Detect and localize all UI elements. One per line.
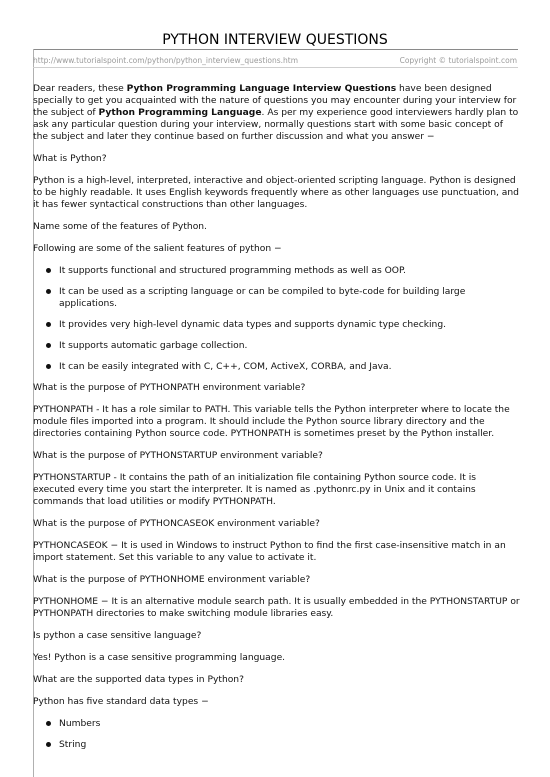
list-item-text: Numbers [59,719,101,729]
list-item [59,739,520,751]
answer: PYTHONPATH - It has a role similar to PATH. This variable tells the Python interpreter where to locate the module files imported into a program. It should include the Python source library directory and the directories containing Python source code. PYTHONPATH is sometimes preset by the Python installer. [33,405,510,439]
copyright-notice: Copyright © tutorialspoint.com [399,56,517,65]
list-item [59,361,520,373]
document-body [33,83,520,760]
intro-text-1: Dear readers, these [33,84,127,94]
list-item-text: It provides very high-level dynamic data types and supports dynamic type checking. [59,320,447,330]
list-item [59,718,520,730]
source-url: http://www.tutorialspoint.com/python/python_interview_questions.htm [33,56,299,65]
bullet-icon [46,268,51,273]
answer: Yes! Python is a case sensitive programming language. [33,653,286,663]
intro-paragraph [33,83,520,143]
header-divider [33,67,518,68]
answer: PYTHONSTARTUP - It contains the path of an initialization file containing Python source code. It is executed every time you start the interpreter. It is named as .pythonrc.py in Unix and it contains commands that load utilities or modify PYTHONPATH. [33,473,477,507]
list-item [59,319,520,331]
question: What is the purpose of PYTHONSTARTUP environment variable? [33,451,323,461]
features-list [33,265,520,373]
answer: PYTHONCASEOK − It is used in Windows to instruct Python to find the first case-insensitive match in an import statement. Set this variable to any value to activate it. [33,541,506,563]
question: Name some of the features of Python. [33,222,207,232]
list-item-text: It can be used as a scripting language or can be compiled to byte-code for building large applications. [59,287,466,309]
intro-text-3: . As per my experience good interviewers hardly plan to ask any particular question during your interview, normally questions start with some basic concept of the subject and later they continue based on further discussion and what you answer − [33,108,519,142]
list-item [59,340,520,352]
title-divider [33,49,518,50]
answer: Python has five standard data types − [33,697,209,707]
bullet-icon [46,721,51,726]
answer: PYTHONHOME − It is an alternative module search path. It is usually embedded in the PYTHONSTARTUP or PYTHONPATH directories to make switching module libraries easy. [33,597,520,619]
list-item [59,265,520,277]
intro-bold-2: Python Programming Language [98,108,262,118]
intro-text-2: have been designed specially to get you acquainted with the nature of questions you may encounter during your interview for the subject of [33,84,517,118]
answer: Python is a high-level, interpreted, interactive and object-oriented scripting language. Python is designed to be highly readable. It uses English keywords frequently where as other languages use punctuation, and it has fewer syntactical constructions than other languages. [33,176,519,210]
question: What is Python? [33,154,107,164]
bullet-icon [46,364,51,369]
intro-bold-1: Python Programming Language Interview Questions [126,84,397,94]
question: What are the supported data types in Python? [33,675,244,685]
list-item-text: String [59,740,87,750]
data-types-list [33,718,520,751]
question: What is the purpose of PYTHONHOME environment variable? [33,575,311,585]
page-title: PYTHON INTERVIEW QUESTIONS [162,32,388,48]
bullet-icon [46,289,51,294]
list-item-text: It supports functional and structured programming methods as well as OOP. [59,266,406,276]
list-item-text: It can be easily integrated with C, C++, COM, ActiveX, CORBA, and Java. [59,362,392,372]
bullet-icon [46,322,51,327]
question: What is the purpose of PYTHONPATH environment variable? [33,383,306,393]
bullet-icon [46,742,51,747]
question: Is python a case sensitive language? [33,631,202,641]
bullet-icon [46,343,51,348]
question: What is the purpose of PYTHONCASEOK environment variable? [33,519,320,529]
list-item [59,286,520,310]
answer: Following are some of the salient features of python − [33,244,282,254]
list-item-text: It supports automatic garbage collection. [59,341,248,351]
